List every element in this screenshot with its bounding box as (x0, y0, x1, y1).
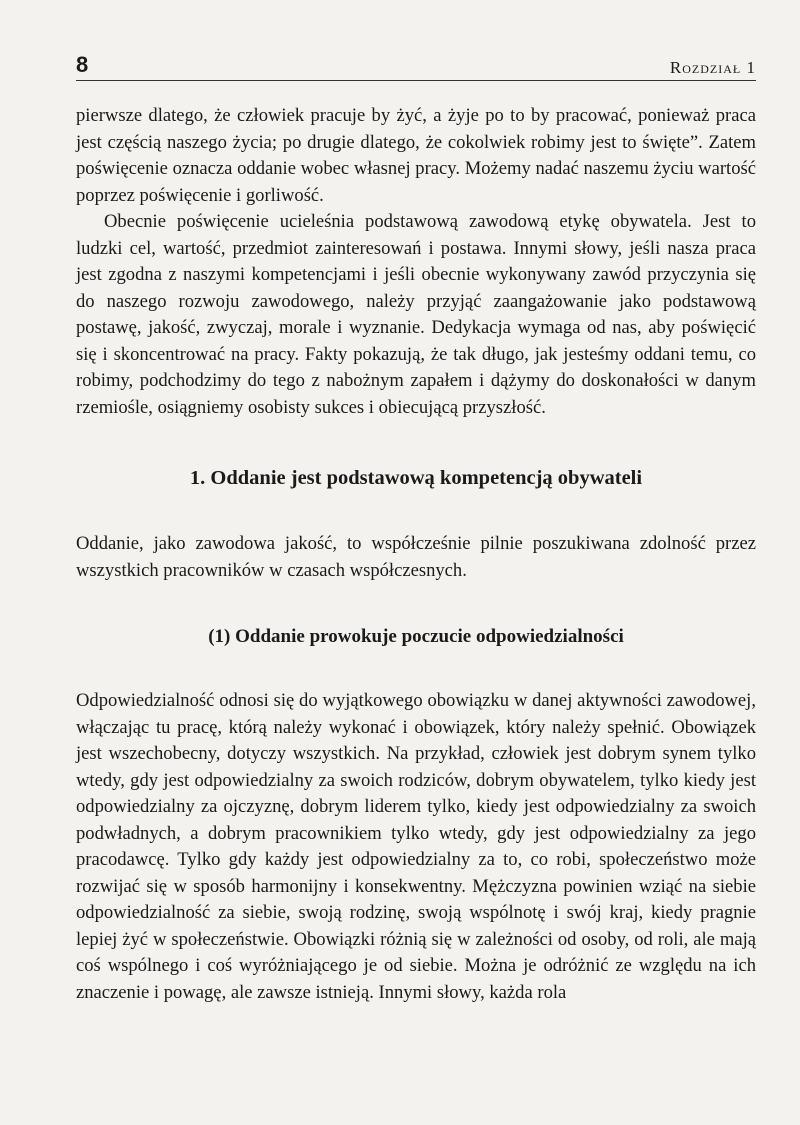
running-head: Rozdział 1 (669, 58, 756, 77)
page-number: 8 (76, 52, 89, 77)
page-body (76, 103, 756, 1006)
page-header (76, 50, 756, 81)
section-heading: 1. Oddanie jest podstawową kompetencją obywateli (189, 467, 643, 489)
paragraph: Odpowiedzialność odnosi się do wyjątkowego obowiązku w danej aktywności zawodowej, włączając tu pracę, którą należy wykonać i obowiązek, który należy spełnić. Obowiązek jest wszechobecny, dotyczy wszystkich. Na przykład, człowiek jest dobrym synem tylko wtedy, gdy jest odpowiedzialny za swoich rodziców, dobrym obywatelem, tylko kiedy jest odpowiedzialny za ojczyznę, dobrym liderem tylko, kiedy jest odpowiedzialny za swoich podwładnych, a dobrym pracownikiem tylko wtedy, gdy jest odpowiedzialny za jego pracodawcę. Tylko gdy każdy jest odpowiedzialny za to, co robi, społeczeństwo może rozwijać się w sposób harmonijny i konsekwentny. Mężczyzna powinien wziąć na siebie odpowiedzialność za siebie, swoją rodzinę, swoją wspólnotę i swój kraj, kiedy pragnie lepiej żyć w społeczeństwie. Obowiązki różnią się w zależności od osoby, od roli, ale mają coś wspólnego i coś wyróżniającego je od siebie. Można je odróżnić ze względu na ich znaczenie i powagę, ale zawsze istnieją. Innymi słowy, każda rola (76, 690, 756, 1003)
subsection-heading: (1) Oddanie prowokuje poczucie odpowiedzialności (208, 626, 624, 647)
paragraph: pierwsze dlatego, że człowiek pracuje by żyć, a żyje po to by pracować, ponieważ praca jest częścią naszego życia; po drugie dlatego, że cokolwiek robimy jest to święte”. Zatem poświęcenie oznacza oddanie wobec własnej pracy. Możemy nadać naszemu życiu wartość poprzez poświęcenie i gorliwość. (76, 105, 756, 206)
paragraph: Oddanie, jako zawodowa jakość, to współcześnie pilnie poszukiwana zdolność przez wszystkich pracowników w czasach współczesnych. (76, 533, 756, 581)
paragraph: Obecnie poświęcenie ucieleśnia podstawową zawodową etykę obywatela. Jest to ludzki cel, wartość, przedmiot zainteresowań i postawa. Innymi słowy, jeśli nasza praca jest zgodna z naszymi kompetencjami i jeśli obecnie wykonywany zawód przyczynia się do naszego rozwoju zawodowego, należy przyjąć zaangażowanie jako podstawową postawę, jakość, zwyczaj, morale i wyznanie. Dedykacja wymaga od nas, aby poświęcić się i skoncentrować na pracy. Fakty pokazują, że tak długo, jak jesteśmy oddani temu, co robimy, podchodzimy do tego z nabożnym zapałem i dążymy do doskonałości w danym rzemiośle, osiągniemy osobisty sukces i obiecującą przyszłość. (76, 211, 756, 418)
